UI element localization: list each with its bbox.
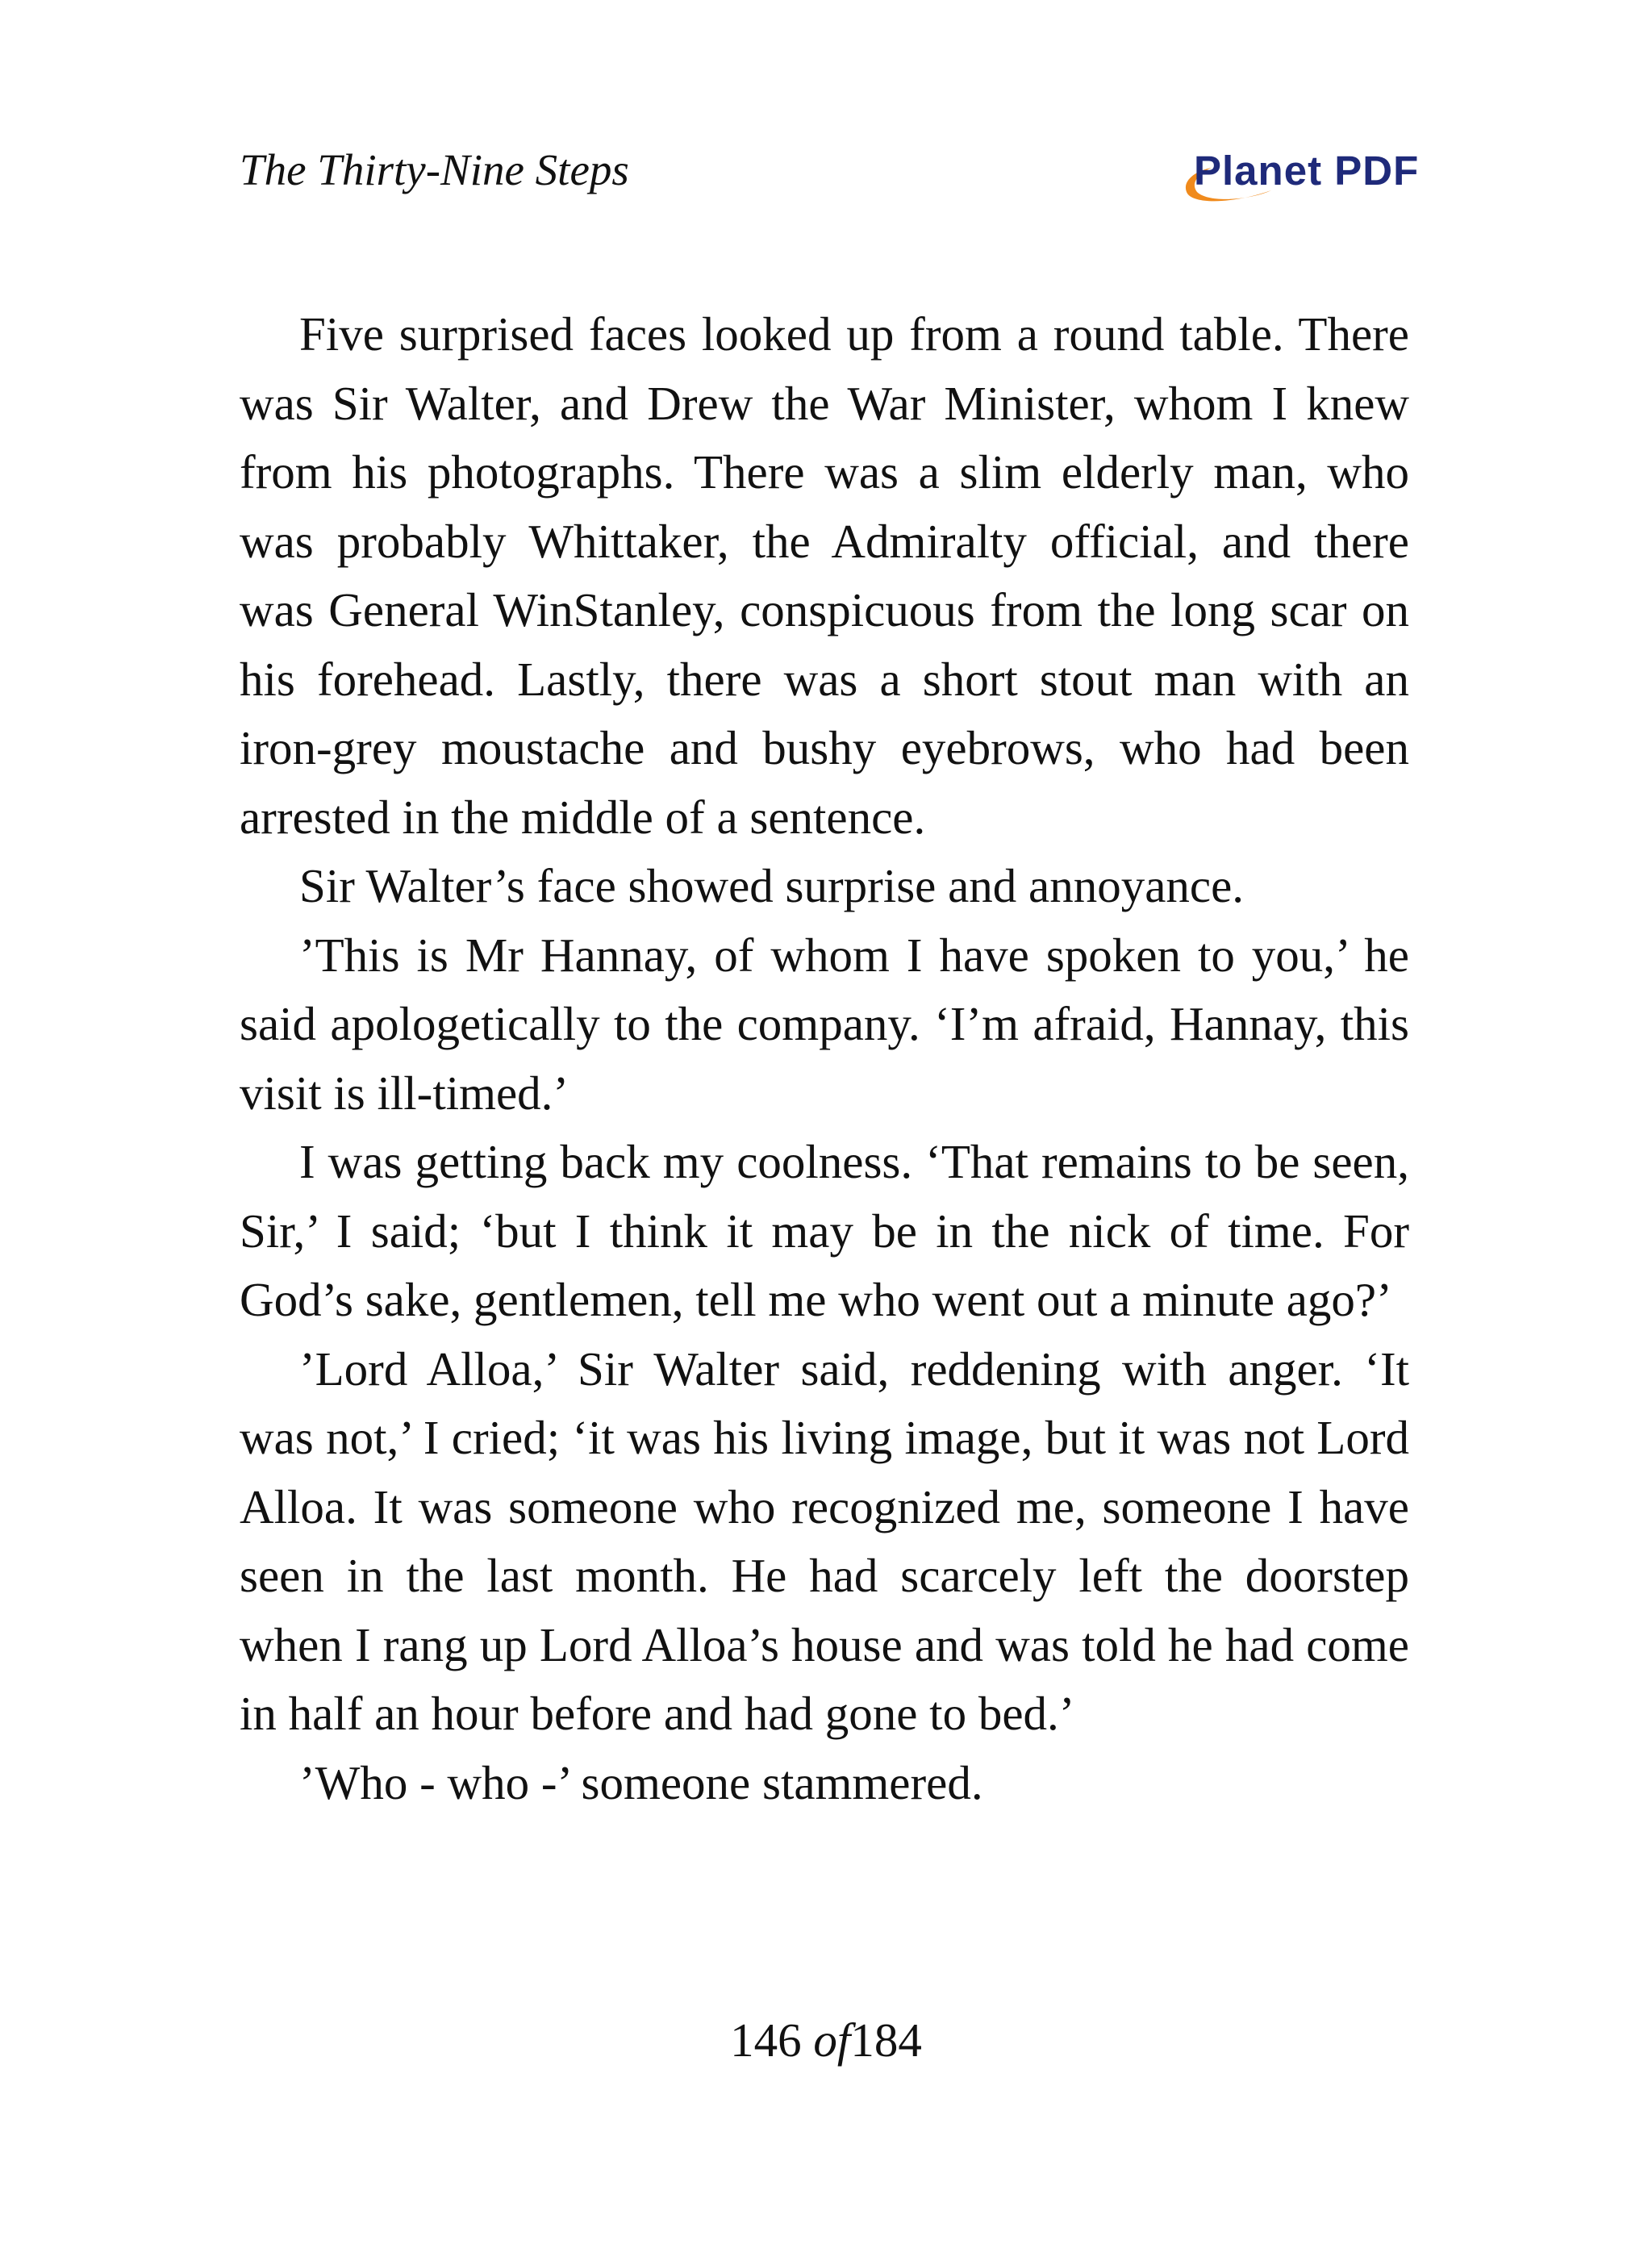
paragraph: Sir Walter’s face showed surprise and annoyance. (299, 859, 1245, 912)
paragraph: I was getting back my coolness. ‘That remains to be seen, Sir,’ I said; ‘but I think it may be in the nick of time. For God’s sake, gentlemen, tell me who went out a minute ago?’ (240, 1135, 1409, 1326)
current-page-number: 146 (730, 2013, 802, 2067)
running-header-title: The Thirty-Nine Steps (240, 145, 629, 194)
logo-text: Planet PDF (1194, 148, 1420, 194)
paragraph: ’This is Mr Hannay, of whom I have spoken to you,’ he said apologetically to the company. ‘I’m afraid, Hannay, this visit is ill-timed.’ (240, 928, 1409, 1120)
page-number (0, 2013, 1652, 2067)
page-of-label: of (813, 2013, 851, 2067)
paragraph: Five surprised faces looked up from a round table. There was Sir Walter, and Drew the War Minister, whom I knew from his photographs. There was a slim elderly man, who was probably Whittaker, the Admiralty official, and there was General WinStanley, conspicuous from the long scar on his forehead. Lastly, there was a short stout man with an iron-grey moustache and bushy eyebrows, who had been arrested in the middle of a sentence. (240, 307, 1409, 844)
body-text (240, 300, 1409, 1817)
planet-pdf-logo (1170, 148, 1420, 215)
paragraph: ’Who - who -’ someone stammered. (299, 1755, 983, 1809)
paragraph: ’Lord Alloa,’ Sir Walter said, reddening with anger. ‘It was not,’ I cried; ‘it was his living image, but it was not Lord Alloa. It was someone who recognized me, someone I have seen in the last month. He had scarcely left the doorstep when I rang up Lord Alloa’s house and was told he had come in half an hour before and had gone to bed.’ (240, 1341, 1409, 1740)
total-pages-number: 184 (850, 2013, 922, 2067)
